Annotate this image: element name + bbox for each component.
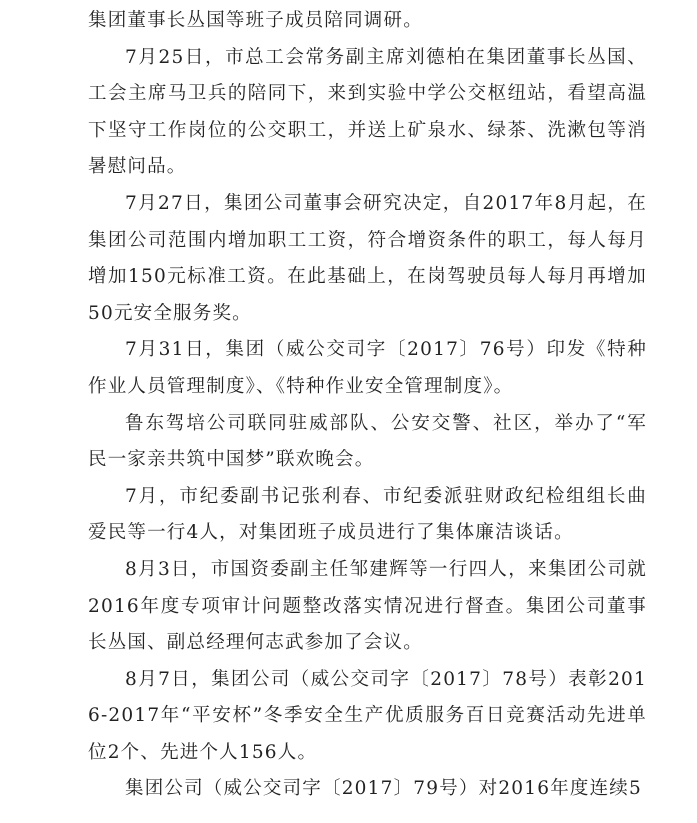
paragraph-continued: 集团董事长丛国等班子成员陪同调研。 — [88, 10, 423, 31]
paragraph-july-27: 7月27日，集团公司董事会研究决定，自2017年8月起，在集团公司范围内增加职工工资，符合增资条件的职工，每人每月增加150元标准工资。在此基础上，在岗驾驶员每人每月再增加50元安全服务奖。 — [88, 192, 647, 324]
paragraph-july-31: 7月31日，集团（威公交司字〔2017〕76号）印发《特种作业人员管理制度》、《特种作业安全管理制度》。 — [88, 339, 647, 397]
paragraph-aug-3: 8月3日，市国资委副主任邹建辉等一行四人，来集团公司就2016年度专项审计问题整改落实情况进行督查。集团公司董事长丛国、副总经理何志武参加了会议。 — [88, 558, 647, 654]
paragraph-ludong-event: 鲁东驾培公司联同驻威部队、公安交警、社区，举办了“军民一家亲共筑中国梦”联欢晚会。 — [88, 412, 647, 471]
paragraph-aug-7: 8月7日，集团公司（威公交司字〔2017〕78号）表彰2016-2017年“平安杯”冬季安全生产优质服务百日竞赛活动先进单位2个、先进个人156人。 — [88, 668, 647, 763]
paragraph-july-talk: 7月，市纪委副书记张利春、市纪委派驻财政纪检组组长曲爱民等一行4人，对集团班子成员进行了集体廉洁谈话。 — [88, 485, 647, 544]
paragraph-doc-79: 集团公司（威公交司字〔2017〕79号）对2016年度连续5 — [125, 778, 642, 800]
paragraph-july-25: 7月25日，市总工会常务副主席刘德柏在集团董事长丛国、工会主席马卫兵的陪同下，来到实验中学公交枢纽站，看望高温下坚守工作岗位的公交职工，并送上矿泉水、绿茶、洗漱包等消暑慰问品。 — [88, 46, 647, 178]
